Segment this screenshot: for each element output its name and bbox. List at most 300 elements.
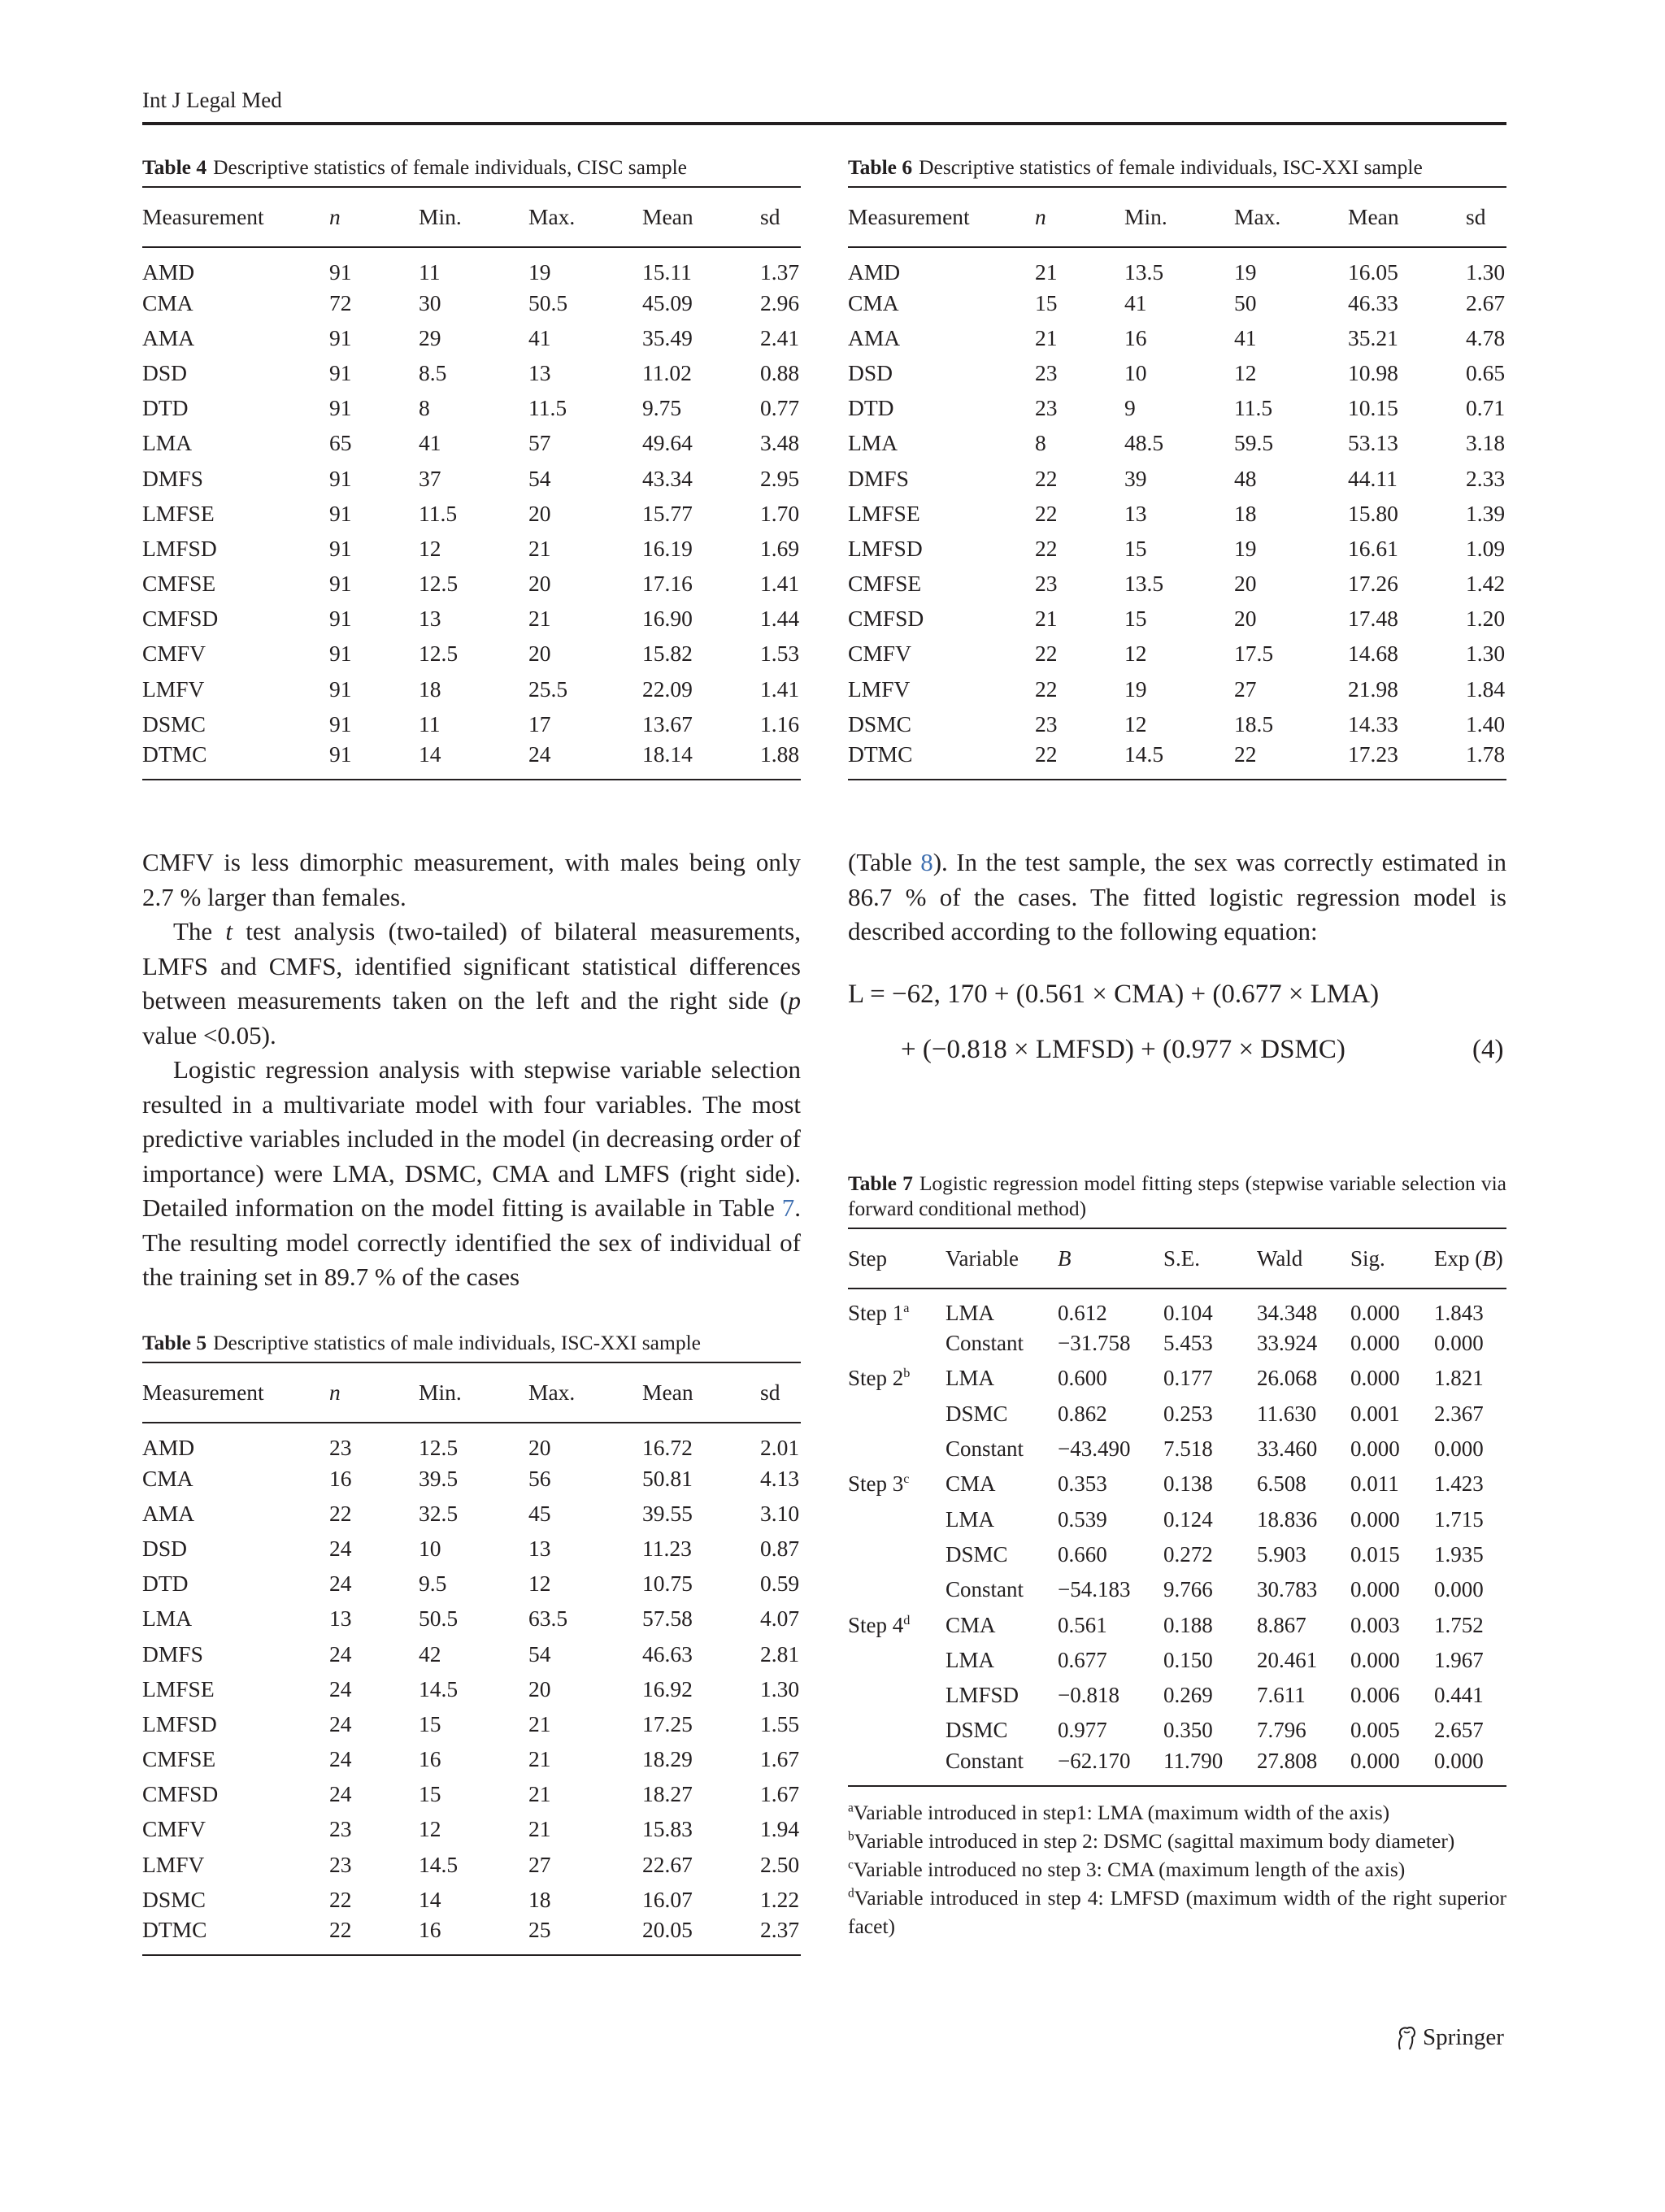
table-cell: 1.37: [760, 259, 800, 285]
table-cell: 30.783: [1257, 1577, 1318, 1602]
table-cell: 0.862: [1058, 1401, 1107, 1426]
table-cell: 45: [528, 1500, 551, 1526]
table-cell: 23: [329, 1851, 352, 1877]
table-cell: 0.350: [1163, 1718, 1213, 1743]
table-cell: 42: [419, 1641, 441, 1667]
table-cell: 2.01: [760, 1435, 800, 1460]
table-cell: DSD: [142, 359, 188, 385]
table-cell: 16.72: [642, 1435, 693, 1460]
table-cell: 1.715: [1434, 1506, 1484, 1532]
table-row: [848, 247, 1506, 285]
table-cell: 65: [329, 430, 352, 456]
table-cell: 11: [419, 711, 441, 737]
table-cell: 19: [1234, 535, 1257, 561]
table-cell: DTD: [142, 1571, 189, 1597]
table-cell: DSMC: [946, 1718, 1008, 1743]
table-cell: 15.82: [642, 641, 693, 667]
table-cell: LMA: [142, 1606, 193, 1632]
springer-horse-icon: [1393, 2025, 1418, 2051]
table-cell: 0.65: [1466, 359, 1506, 385]
table-row: [848, 1501, 1506, 1536]
step-cell: [848, 1713, 946, 1748]
table-cell: 0.77: [760, 395, 800, 421]
table-cell: 9.766: [1163, 1577, 1213, 1602]
table-cell: 7.518: [1163, 1436, 1213, 1462]
table-cell: 2.95: [760, 465, 800, 491]
table-cell: 20: [528, 641, 551, 667]
table-row: [142, 1567, 801, 1601]
table-cell: 50: [1234, 289, 1257, 315]
table-cell: 17.25: [642, 1710, 693, 1736]
table-cell: 1.935: [1434, 1541, 1484, 1567]
table-row: [848, 1572, 1506, 1607]
table-cell: 91: [329, 395, 352, 421]
table-cell: 1.423: [1434, 1471, 1484, 1497]
step-cell: [848, 1397, 946, 1432]
table-cell: 23: [1035, 571, 1058, 597]
table-cell: 0.977: [1058, 1718, 1107, 1743]
table-cell: 21: [528, 1781, 551, 1807]
table-row: [142, 1706, 801, 1741]
table-cell: 22: [1035, 741, 1058, 767]
table-cell: 2.33: [1466, 465, 1506, 491]
table-row: [848, 1643, 1506, 1678]
table-cell: 46.33: [1348, 289, 1398, 315]
col-header: Max.: [528, 1380, 576, 1405]
col-header: Wald: [1257, 1245, 1303, 1271]
table-cell: DSMC: [946, 1401, 1008, 1426]
header-rule: [142, 122, 1506, 125]
table-cell: DSMC: [946, 1541, 1008, 1567]
table-cell: 1.41: [760, 676, 800, 702]
table-cell: 2.50: [760, 1851, 800, 1877]
table-cell: 18.14: [642, 741, 693, 767]
table-cell: 12.5: [419, 1435, 459, 1460]
table-cell: 1.55: [760, 1710, 800, 1736]
table-cell: 23: [1035, 711, 1058, 737]
table-cell: 11.5: [528, 395, 567, 421]
table-cell: 14.5: [419, 1851, 459, 1877]
table-cell: 16.07: [642, 1886, 693, 1912]
table-cell: 0.272: [1163, 1541, 1213, 1567]
table-cell: 54: [528, 465, 551, 491]
table-cell: 0.677: [1058, 1647, 1107, 1672]
table-cell: 1.67: [760, 1746, 800, 1772]
table-row: [142, 1777, 801, 1812]
table-cell: 21: [1035, 324, 1058, 350]
table-row: [848, 355, 1506, 390]
table-cell: 12: [1124, 641, 1147, 667]
table-cell: 20: [528, 571, 551, 597]
table-cell: 18: [528, 1886, 551, 1912]
table-cell: 22: [1035, 500, 1058, 526]
table-cell: 41: [1124, 289, 1147, 315]
table-row: [848, 391, 1506, 426]
col-header: Min.: [419, 204, 462, 229]
table-cell: 21.98: [1348, 676, 1398, 702]
table-cell: 23: [1035, 395, 1058, 421]
left-body-text: [142, 845, 801, 1295]
table-cell: 53.13: [1348, 430, 1398, 456]
table-row: [142, 602, 801, 637]
table-cell: Constant: [946, 1331, 1024, 1356]
table-cell: 22.67: [642, 1851, 693, 1877]
table-cell: 1.30: [760, 1675, 800, 1701]
table-cell: 16: [419, 1746, 441, 1772]
table-cell: DSMC: [142, 711, 206, 737]
table-row: [848, 671, 1506, 706]
table-cell: 8: [1035, 430, 1046, 456]
paragraph: CMFV is less dimorphic measurement, with males being only 2.7 % larger than females.: [142, 848, 801, 911]
table-cell: 18.836: [1257, 1506, 1318, 1532]
table-cell: 12.5: [419, 571, 459, 597]
table-cell: CMA: [142, 289, 193, 315]
table-8-link[interactable]: 8: [920, 848, 933, 876]
table-cell: 15: [1124, 606, 1147, 632]
table-row: [142, 496, 801, 531]
table-cell: Constant: [946, 1748, 1024, 1773]
table-cell: LMFSE: [142, 500, 215, 526]
table-row: [848, 602, 1506, 637]
footnote: $^a$Variable introduced in step1: LMA (maximum width of the axis): [848, 1800, 1390, 1824]
table-cell: CMFV: [142, 641, 206, 667]
table-cell: 10.98: [1348, 359, 1398, 385]
paragraph: Logistic regression analysis with stepwise variable selection resulted in a multivariate model with four variables. The most predictive variables included in the model (in decreasing order of importance) were LMA, DSMC, CMA and LMFS (right side). Detailed information on the model fitting is available in Table 7. The resulting model correctly identified the sex of individual of the training set in 89.7 % of the cases: [142, 1055, 801, 1291]
table-cell: LMA: [946, 1506, 994, 1532]
table-cell: 16: [1124, 324, 1147, 350]
step-cell: Step 2$^b$: [848, 1366, 911, 1391]
table-cell: 49.64: [642, 430, 693, 456]
col-header: Measurement: [142, 1380, 264, 1405]
table-row: [142, 355, 801, 390]
table-cell: 17.23: [1348, 741, 1398, 767]
table-cell: 1.41: [760, 571, 800, 597]
col-header: S.E.: [1163, 1245, 1201, 1271]
table-cell: 2.37: [760, 1917, 800, 1943]
col-header: sd: [1466, 204, 1486, 229]
running-head: Int J Legal Med: [142, 88, 282, 112]
footnote: $^d$Variable introduced in step 4: LMFSD (maximum width of the right superior facet): [848, 1885, 1506, 1938]
table-cell: 0.253: [1163, 1401, 1213, 1426]
table-cell: 0.015: [1350, 1541, 1400, 1567]
table-row: [142, 1812, 801, 1847]
table-cell: 0.561: [1058, 1612, 1107, 1637]
table-cell: 91: [329, 324, 352, 350]
table-cell: 5.903: [1257, 1541, 1306, 1567]
table-cell: CMFSE: [142, 571, 216, 597]
col-header: Mean: [642, 1380, 693, 1405]
table-cell: 10: [1124, 359, 1147, 385]
table-cell: 21: [1035, 259, 1058, 285]
table-cell: 1.88: [760, 741, 800, 767]
table-row: [848, 496, 1506, 531]
table-cell: LMFSE: [848, 500, 920, 526]
table-cell: 0.000: [1350, 1506, 1400, 1532]
table-cell: CMFV: [142, 1816, 206, 1842]
table-cell: CMFSD: [142, 606, 219, 632]
table-cell: 16.05: [1348, 259, 1398, 285]
table-cell: 9: [1124, 395, 1136, 421]
table-cell: 0.000: [1350, 1331, 1400, 1356]
table-cell: 20: [1234, 571, 1257, 597]
table-cell: 20: [528, 1675, 551, 1701]
table-7-link[interactable]: 7: [781, 1193, 795, 1222]
table-row: [848, 1678, 1506, 1713]
table-cell: 39.5: [419, 1465, 459, 1491]
table-6: [848, 154, 1506, 780]
table-cell: 14: [419, 741, 441, 767]
table-cell: 24: [329, 1641, 352, 1667]
table-cell: AMA: [142, 324, 195, 350]
table-cell: 15.83: [642, 1816, 693, 1842]
table-cell: 0.000: [1434, 1748, 1484, 1773]
table-cell: 27: [1234, 676, 1257, 702]
equation-line-1: L = −62, 170 + (0.561 × CMA) + (0.677 × LMA): [848, 980, 1380, 1009]
table-cell: 3.10: [760, 1500, 800, 1526]
table-cell: 16.92: [642, 1675, 693, 1701]
table-cell: 54: [528, 1641, 551, 1667]
table-cell: DSMC: [142, 1886, 206, 1912]
table-cell: 91: [329, 711, 352, 737]
table-cell: 19: [1234, 259, 1257, 285]
table-cell: 18: [419, 676, 441, 702]
table-cell: 25.5: [528, 676, 568, 702]
step-cell: [848, 1749, 946, 1786]
table-cell: 0.600: [1058, 1366, 1107, 1391]
table-cell: LMFSD: [946, 1683, 1019, 1708]
table-cell: 22: [1035, 535, 1058, 561]
table-cell: CMFV: [848, 641, 911, 667]
table-cell: 23: [329, 1816, 352, 1842]
table-cell: 8.867: [1257, 1612, 1306, 1637]
table-cell: 44.11: [1348, 465, 1398, 491]
table-cell: CMA: [946, 1612, 996, 1637]
table-cell: 41: [419, 430, 441, 456]
table-6-grid: [848, 186, 1506, 780]
table-cell: 57: [528, 430, 551, 456]
table-cell: 0.150: [1163, 1647, 1213, 1672]
table-row: [142, 1636, 801, 1671]
publisher-name: Springer: [1423, 2024, 1504, 2050]
table-cell: 11.5: [419, 500, 458, 526]
table-cell: CMA: [848, 289, 899, 315]
table-cell: 3.48: [760, 430, 800, 456]
table-cell: 37: [419, 465, 441, 491]
table-cell: 22: [1234, 741, 1257, 767]
table-cell: 8.5: [419, 359, 447, 385]
table-cell: 33.924: [1257, 1331, 1318, 1356]
table-cell: 50.81: [642, 1465, 693, 1491]
table-cell: 63.5: [528, 1606, 568, 1632]
table-7-caption: [848, 1171, 1506, 1221]
table-cell: 57.58: [642, 1606, 693, 1632]
table-cell: 14.5: [419, 1675, 459, 1701]
table-cell: 35.49: [642, 324, 693, 350]
table-6-title: Descriptive statistics of female individuals, ISC-XXI sample: [919, 155, 1423, 179]
table-cell: −0.818: [1058, 1683, 1119, 1708]
table-cell: 14.68: [1348, 641, 1398, 667]
table-cell: 22: [329, 1500, 352, 1526]
table-cell: 91: [329, 500, 352, 526]
col-header: n: [1035, 204, 1046, 229]
col-header: sd: [760, 1380, 780, 1405]
col-header: Max.: [528, 204, 576, 229]
table-6-caption: [848, 154, 1506, 180]
table-cell: 22: [329, 1917, 352, 1943]
table-cell: 1.967: [1434, 1647, 1484, 1672]
step-cell: Step 1$^a$: [848, 1301, 910, 1325]
table-row: [142, 567, 801, 602]
table-cell: 4.78: [1466, 324, 1506, 350]
table-cell: 13: [528, 359, 551, 385]
table-4: [142, 154, 801, 780]
col-header: Mean: [642, 204, 693, 229]
table-row: [848, 1467, 1506, 1501]
table-cell: LMFSD: [142, 1710, 217, 1736]
table-cell: 91: [329, 259, 352, 285]
table-cell: 16.19: [642, 535, 693, 561]
table-cell: 39.55: [642, 1500, 693, 1526]
table-cell: 22: [1035, 676, 1058, 702]
table-cell: CMFSE: [142, 1746, 216, 1772]
table-cell: −54.183: [1058, 1577, 1131, 1602]
table-cell: 39: [1124, 465, 1147, 491]
table-cell: −43.490: [1058, 1436, 1131, 1462]
table-cell: LMFSD: [142, 535, 217, 561]
step-cell: [848, 1326, 946, 1361]
table-cell: 21: [528, 1710, 551, 1736]
table-cell: 7.611: [1257, 1683, 1306, 1708]
step-cell: Step 3$^c$: [848, 1471, 910, 1497]
table-cell: 15: [419, 1781, 441, 1807]
table-cell: 0.000: [1350, 1436, 1400, 1462]
table-cell: 18.27: [642, 1781, 693, 1807]
table-cell: 12.5: [419, 641, 459, 667]
table-cell: 13: [419, 606, 441, 632]
table-cell: 91: [329, 606, 352, 632]
table-cell: 15: [1035, 289, 1058, 315]
table-cell: 1.39: [1466, 500, 1506, 526]
table-cell: 0.612: [1058, 1301, 1107, 1325]
table-row: [848, 1289, 1506, 1326]
table-cell: 33.460: [1257, 1436, 1318, 1462]
table-cell: 8: [419, 395, 430, 421]
table-row: [848, 285, 1506, 320]
table-cell: 0.177: [1163, 1366, 1213, 1391]
table-cell: 0.441: [1434, 1683, 1484, 1708]
table-cell: 91: [329, 535, 352, 561]
table-cell: −62.170: [1058, 1748, 1131, 1773]
table-cell: LMFSE: [142, 1675, 215, 1701]
table-cell: DTD: [142, 395, 189, 421]
table-5-label: Table 5: [142, 1331, 207, 1354]
table-cell: 26.068: [1257, 1366, 1318, 1391]
table-cell: 17.48: [1348, 606, 1398, 632]
paragraph: The t test analysis (two-tailed) of bilateral measurements, LMFS and CMFS, identified significant statistical differences between measurements taken on the left and the right side (p value <0.05).: [142, 917, 801, 1050]
table-cell: 21: [1035, 606, 1058, 632]
table-cell: 91: [329, 676, 352, 702]
table-cell: 24: [329, 1571, 352, 1597]
table-row: [142, 1601, 801, 1636]
table-row: [142, 1882, 801, 1917]
table-row: [142, 320, 801, 355]
table-cell: 91: [329, 641, 352, 667]
table-cell: 2.81: [760, 1641, 800, 1667]
table-cell: 17.5: [1234, 641, 1274, 667]
table-cell: 2.41: [760, 324, 800, 350]
table-cell: 0.005: [1350, 1718, 1400, 1743]
step-cell: Step 4$^d$: [848, 1612, 911, 1637]
table-cell: DTMC: [848, 741, 913, 767]
table-5: [142, 1330, 801, 1956]
table-5-title: Descriptive statistics of male individuals, ISC-XXI sample: [213, 1331, 701, 1354]
table-cell: 59.5: [1234, 430, 1274, 456]
table-cell: 91: [329, 741, 352, 767]
col-header: Mean: [1348, 204, 1399, 229]
table-row: [142, 1742, 801, 1777]
table-cell: 12: [528, 1571, 551, 1597]
table-row: [848, 706, 1506, 741]
paragraph: (Table 8). In the test sample, the sex was correctly estimated in 86.7 % of the cases. The fitted logistic regression model is described according to the following equation:: [848, 848, 1506, 945]
table-cell: 0.006: [1350, 1683, 1400, 1708]
table-cell: 23: [1035, 359, 1058, 385]
right-body-text: [848, 845, 1506, 950]
table-cell: 48.5: [1124, 430, 1164, 456]
table-cell: 18.5: [1234, 711, 1274, 737]
table-cell: LMFSD: [848, 535, 923, 561]
table-cell: 0.660: [1058, 1541, 1107, 1567]
table-cell: 41: [1234, 324, 1257, 350]
table-row: [142, 247, 801, 285]
table-row: [142, 1423, 801, 1461]
table-cell: 19: [528, 259, 551, 285]
table-4-caption: [142, 154, 801, 180]
table-cell: 1.94: [760, 1816, 800, 1842]
table-cell: 14: [419, 1886, 441, 1912]
footnote: $^b$Variable introduced in step 2: DSMC (sagittal maximum body diameter): [848, 1828, 1455, 1853]
table-row: [142, 706, 801, 741]
step-cell: [848, 1432, 946, 1467]
table-row: [848, 1537, 1506, 1572]
table-cell: 56: [528, 1465, 551, 1491]
table-cell: CMA: [142, 1465, 193, 1491]
table-cell: DTD: [848, 395, 894, 421]
table-cell: 91: [329, 571, 352, 597]
col-header: Measurement: [142, 204, 264, 229]
table-cell: 0.87: [760, 1535, 800, 1561]
table-cell: 17.16: [642, 571, 693, 597]
table-cell: LMFV: [142, 676, 205, 702]
table-row: [848, 1361, 1506, 1396]
table-row: [142, 637, 801, 671]
table-cell: 21: [528, 535, 551, 561]
table-cell: 16: [419, 1917, 441, 1943]
table-cell: CMFSD: [142, 1781, 219, 1807]
table-cell: −31.758: [1058, 1331, 1131, 1356]
col-header: sd: [760, 204, 780, 229]
table-cell: 45.09: [642, 289, 693, 315]
col-header: Min.: [1124, 204, 1167, 229]
table-cell: 24: [329, 1781, 352, 1807]
table-cell: 1.843: [1434, 1301, 1484, 1325]
table-cell: 0.71: [1466, 395, 1506, 421]
equation-line-2: + (−0.818 × LMFSD) + (0.977 × DSMC): [901, 1035, 1345, 1064]
table-cell: 17.26: [1348, 571, 1398, 597]
table-cell: DMFS: [142, 1641, 203, 1667]
table-cell: LMA: [946, 1647, 994, 1672]
table-row: [848, 461, 1506, 496]
table-cell: DMFS: [142, 465, 203, 491]
